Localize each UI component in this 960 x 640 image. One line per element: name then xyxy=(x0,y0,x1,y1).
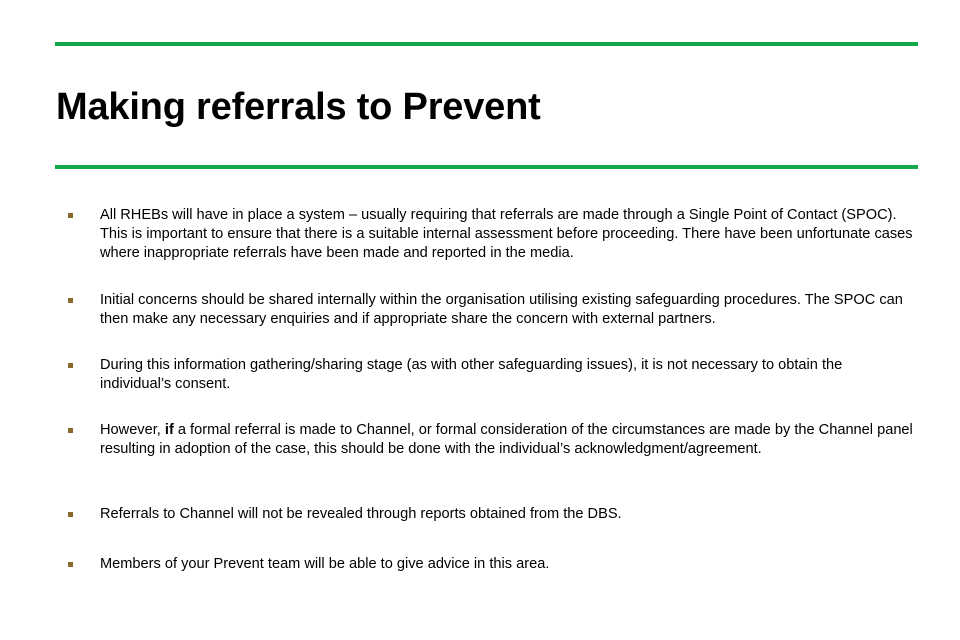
bullet-text-continued: a formal referral is made to Channel, or formal consideration of the circumstances are made by the Channel panel resulting in adoption of the case, this should be done with the individual’s acknowledgment/agreement. xyxy=(100,422,913,457)
square-bullet-icon xyxy=(68,562,73,567)
square-bullet-icon xyxy=(68,363,73,368)
bullet-item xyxy=(100,555,915,574)
top-divider xyxy=(55,42,918,46)
bullet-text: Initial concerns should be shared internally within the organisation utilising existing safeguarding procedures. The SPOC can then make any necessary enquiries and if appropriate share the concern with external partners. xyxy=(100,292,903,327)
bullet-item xyxy=(100,291,915,329)
slide-title: Making referrals to Prevent xyxy=(56,86,541,128)
bullet-item xyxy=(100,505,915,524)
bullet-item xyxy=(100,206,915,263)
square-bullet-icon xyxy=(68,428,73,433)
bullet-emphasis: if xyxy=(164,422,174,438)
bullet-text: However, xyxy=(100,422,165,438)
title-divider xyxy=(55,165,918,169)
bullet-text: Members of your Prevent team will be able to give advice in this area. xyxy=(100,556,550,572)
square-bullet-icon xyxy=(68,512,73,517)
square-bullet-icon xyxy=(68,298,73,303)
bullet-item xyxy=(100,356,915,394)
bullet-text: All RHEBs will have in place a system – usually requiring that referrals are made through a Single Point of Contact (SPOC). This is important to ensure that there is a suitable internal assessment before proceeding. There have been unfortunate cases where inappropriate referrals have been made and reported in the media. xyxy=(100,207,913,261)
bullet-item xyxy=(100,421,915,459)
bullet-text: During this information gathering/sharing stage (as with other safeguarding issues), it is not necessary to obtain the individual’s consent. xyxy=(100,357,843,392)
bullet-text: Referrals to Channel will not be revealed through reports obtained from the DBS. xyxy=(100,506,622,522)
square-bullet-icon xyxy=(68,213,73,218)
